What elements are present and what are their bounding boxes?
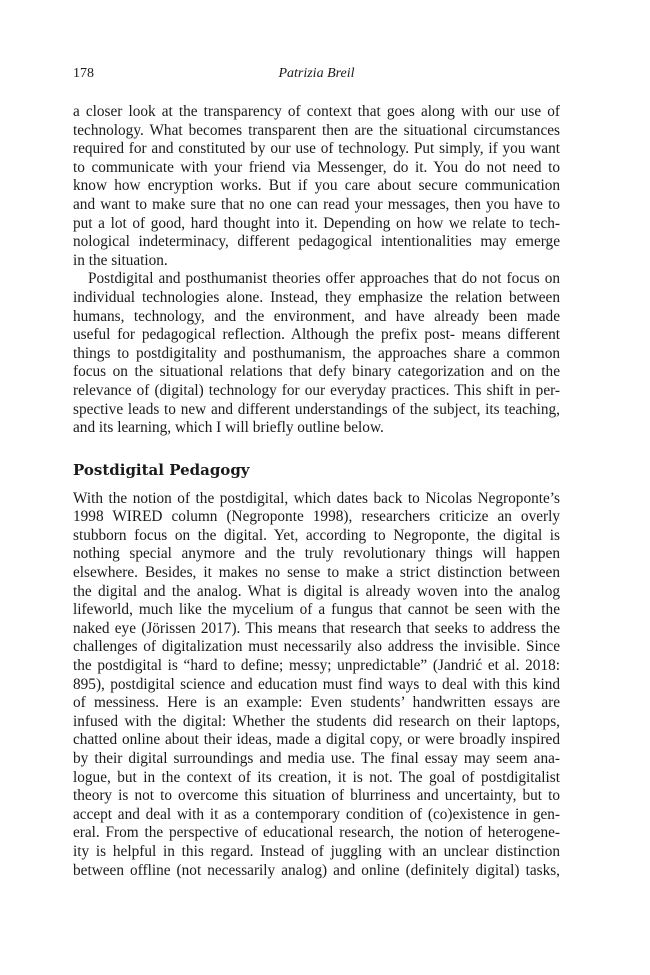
text-line: and its learning, which I will briefly outline below.: [73, 419, 384, 437]
paragraph-1: [73, 103, 560, 270]
text-line: theory is not to overcome this situation of blurriness and uncertainty, but to: [73, 787, 560, 805]
text-line: infused with the digital: Whether the students did research on their laptops,: [73, 712, 560, 730]
text-line: elsewhere. Besides, it makes no sense to make a strict distinction between: [73, 564, 560, 582]
text-line: eral. From the perspective of educational research, the notion of heterogene-: [73, 824, 560, 842]
paragraph-2: [73, 270, 560, 437]
book-page: [73, 66, 560, 880]
text-line: the postdigital is “hard to define; messy; unpredictable” (Jandrić et al. 2018:: [73, 657, 560, 675]
text-line: by their digital surroundings and media use. The final essay may seem ana-: [73, 750, 560, 767]
text-line: With the notion of the postdigital, which dates back to Nicolas Negroponte’s: [73, 489, 560, 507]
text-line: and want to make sure that no one can read your messages, then you have to: [73, 195, 560, 213]
text-line: put a lot of good, hard thought into it. Depending on how we relate to tech-: [73, 214, 560, 232]
text-line: stubborn focus on the digital. Yet, according to Negroponte, the digital is: [73, 526, 560, 544]
text-line: humans, technology, and the environment, and have already been made: [73, 307, 560, 325]
section-paragraph: [73, 490, 560, 880]
text-line: lifeworld, much like the mycelium of a fungus that cannot be seen with the: [73, 601, 560, 619]
text-line: 895), postdigital science and education must find ways to deal with this kind: [73, 675, 560, 693]
text-line: required for and constituted by our use of technology. Put simply, if you want: [73, 140, 560, 158]
text-line: individual technologies alone. Instead, they emphasize the relation between: [73, 288, 560, 306]
text-line: things to postdigitality and posthumanism, the approaches share a common: [73, 344, 560, 362]
running-head: [73, 66, 560, 88]
running-head-author: Patrizia Breil: [278, 66, 355, 81]
text-line: a closer look at the transparency of context that goes along with our use of: [73, 103, 560, 120]
text-line: of messiness. Here is an example: Even students’ handwritten essays are: [73, 694, 560, 712]
text-line: logue, but in the context of its creation, it is not. The goal of postdigitalist: [73, 768, 560, 786]
text-line: spective leads to new and different understandings of the subject, its teaching,: [73, 400, 560, 418]
text-line: the digital and the analog. What is digital is already woven into the analog: [73, 582, 560, 600]
text-line: technology. What becomes transparent then are the situational circumstances: [73, 121, 560, 139]
text-line: in the situation.: [73, 251, 168, 269]
text-line: relevance of (digital) technology for our everyday practices. This shift in per-: [73, 381, 560, 399]
text-line: between offline (not necessarily analog) and online (definitely digital) tasks,: [73, 861, 560, 879]
text-line: focus on the situational relations that defy binary categorization and on the: [73, 363, 560, 381]
text-line: accept and deal with it as a contemporary condition of (co)existence in gen-: [73, 805, 560, 823]
text-line: Postdigital and posthumanist theories offer approaches that do not focus on: [88, 270, 560, 288]
text-line: nothing special anymore and the truly revolutionary things will happen: [73, 545, 560, 563]
text-line: naked eye (Jörissen 2017). This means that research that seeks to address the: [73, 619, 560, 637]
text-line: ity is helpful in this regard. Instead of juggling with an unclear distinction: [73, 842, 560, 860]
text-line: know how encryption works. But if you care about secure communication: [73, 177, 560, 195]
text-line: to communicate with your friend via Messenger, do it. You do not need to: [73, 158, 560, 176]
page-number: 178: [73, 66, 94, 81]
text-line: challenges of digitalization must necessarily also address the invisible. Since: [73, 638, 560, 656]
text-line: useful for pedagogical reflection. Although the prefix post- means different: [73, 326, 560, 344]
text-line: chatted online about their ideas, made a digital copy, or were broadly inspired: [73, 731, 560, 749]
text-line: nological indeterminacy, different pedagogical intentionalities may emerge: [73, 233, 560, 251]
text-line: 1998 WIRED column (Negroponte 1998), researchers criticize an overly: [73, 508, 560, 526]
section-heading: Postdigital Pedagogy: [73, 460, 250, 479]
